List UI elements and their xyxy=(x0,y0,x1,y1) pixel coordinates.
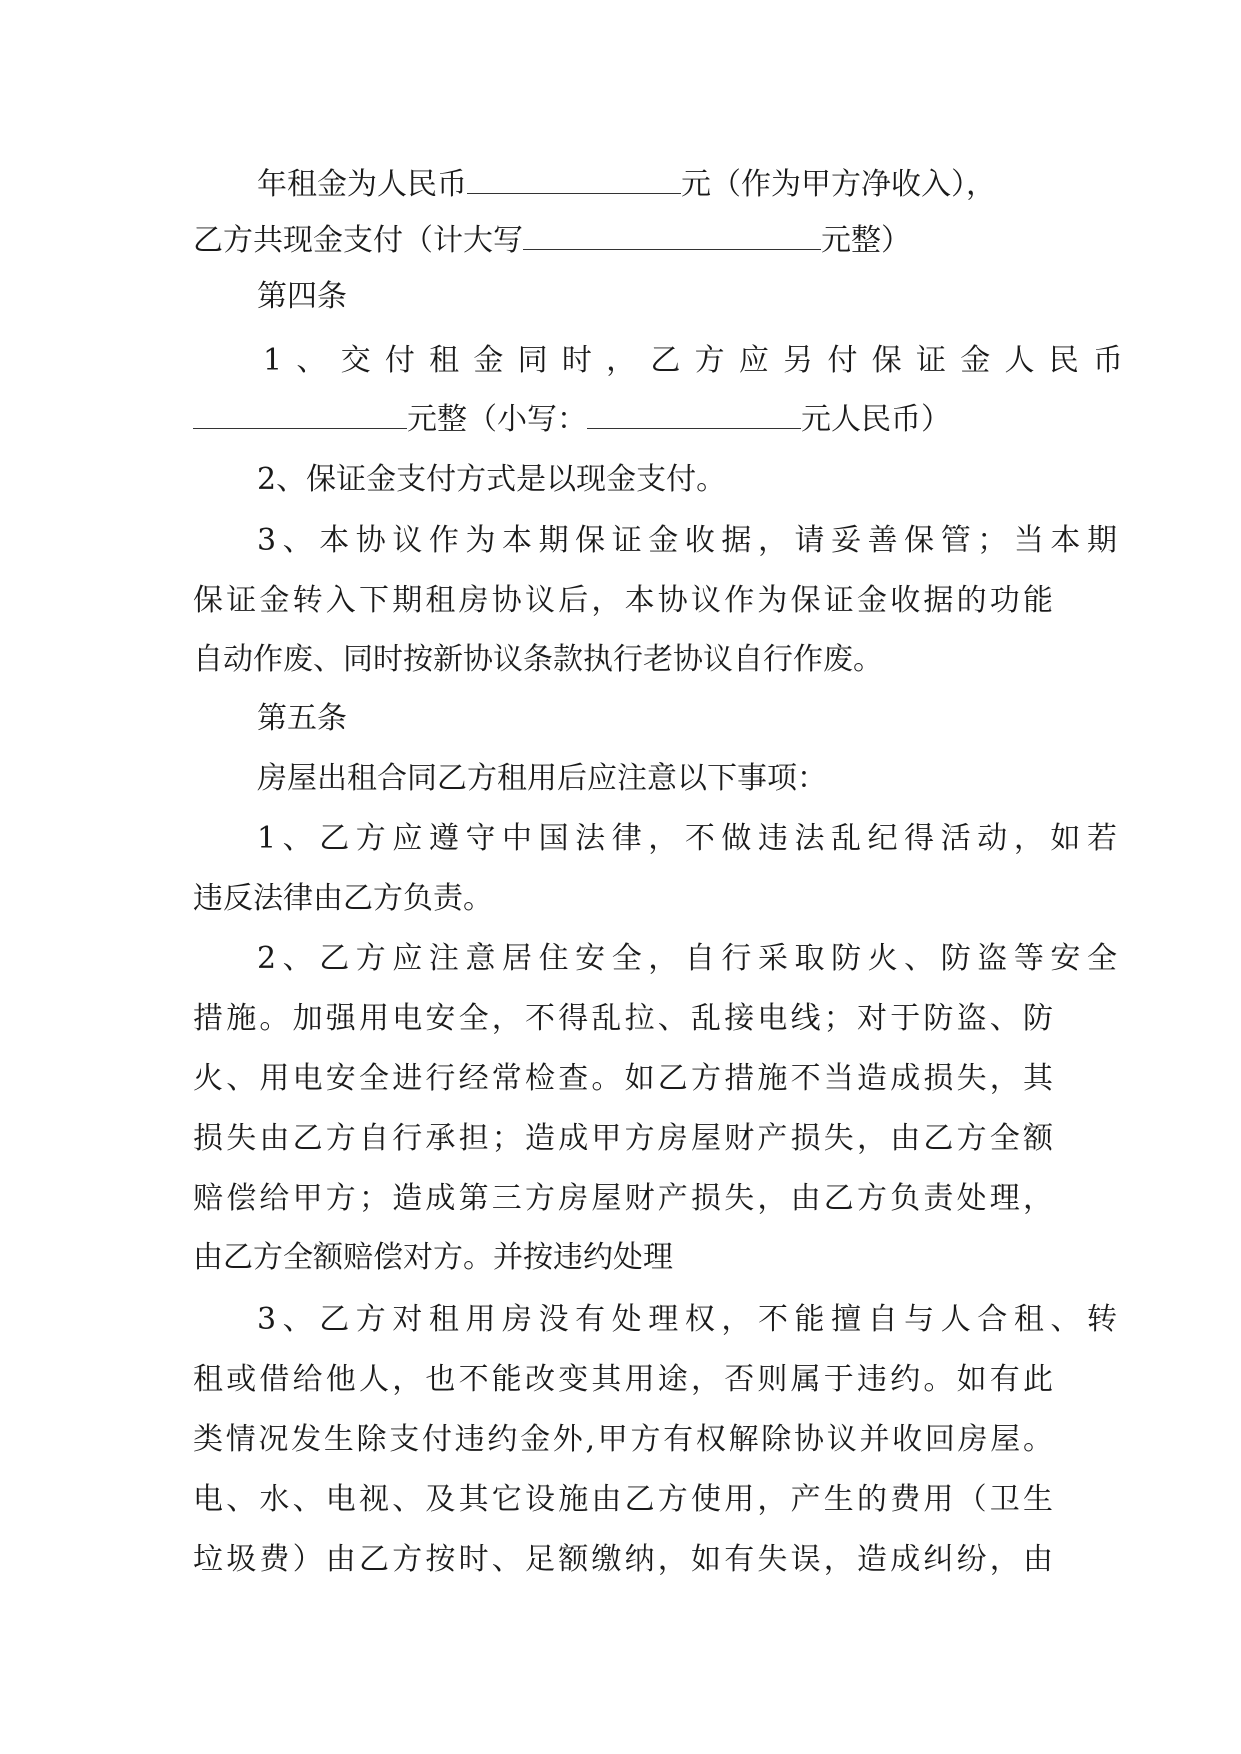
article-5-intro: 房屋出租合同乙方租用后应注意以下事项： xyxy=(257,761,827,796)
rent-capital-line xyxy=(193,219,1053,263)
rent-amount-line xyxy=(193,163,1117,207)
rent-amount-suffix: 元（作为甲方净收入）， xyxy=(681,167,996,202)
article-4-heading: 第四条 xyxy=(257,279,347,314)
rent-amount-blank xyxy=(467,163,681,194)
article-5-heading: 第五条 xyxy=(257,701,347,736)
rent-capital-label: 乙方共现金支付（计大写 xyxy=(193,223,523,258)
article-5-item-3-line-5: 垃圾费）由乙方按时、足额缴纳，如有失误，造成纠纷，由 xyxy=(193,1542,1053,1577)
article-4-item-2: 2、保证金支付方式是以现金支付。 xyxy=(257,462,727,497)
deposit-amount-line xyxy=(193,398,1053,442)
article-4-item-3-line-3: 自动作废、同时按新协议条款执行老协议自行作废。 xyxy=(193,642,883,677)
rent-amount-label: 年租金为人民币 xyxy=(257,167,467,202)
deposit-amount-label: 元整（小写： xyxy=(407,402,587,437)
rent-capital-suffix: 元整） xyxy=(821,223,911,258)
deposit-lowercase-blank xyxy=(587,398,801,429)
rent-capital-blank xyxy=(523,219,821,250)
article-4-item-1: 1、交付租金同时，乙方应另付保证金人民币 xyxy=(263,343,1123,378)
article-4-item-3-line-2: 保证金转入下期租房协议后，本协议作为保证金收据的功能 xyxy=(193,583,1053,618)
article-5-item-2-line-1: 2、乙方应注意居住安全，自行采取防火、防盗等安全 xyxy=(257,941,1117,976)
article-5-item-2-line-2: 措施。加强用电安全，不得乱拉、乱接电线；对于防盗、防 xyxy=(193,1001,1053,1036)
article-4-item-3-line-1: 3、本协议作为本期保证金收据，请妥善保管；当本期 xyxy=(257,523,1117,558)
deposit-amount-blank xyxy=(193,398,407,429)
article-5-item-2-line-4: 损失由乙方自行承担；造成甲方房屋财产损失，由乙方全额 xyxy=(193,1121,1053,1156)
article-5-item-1-line-2: 违反法律由乙方负责。 xyxy=(193,881,493,916)
deposit-amount-suffix: 元人民币） xyxy=(801,402,951,437)
article-5-item-3-line-4: 电、水、电视、及其它设施由乙方使用，产生的费用（卫生 xyxy=(193,1482,1053,1517)
article-5-item-3-line-2: 租或借给他人，也不能改变其用途，否则属于违约。如有此 xyxy=(193,1362,1053,1397)
article-5-item-2-line-5: 赔偿给甲方；造成第三方房屋财产损失，由乙方负责处理， xyxy=(193,1181,1053,1216)
article-5-item-3-line-1: 3、乙方对租用房没有处理权，不能擅自与人合租、转 xyxy=(257,1302,1117,1337)
article-5-item-3-line-3: 类情况发生除支付违约金外,甲方有权解除协议并收回房屋。 xyxy=(193,1422,1053,1457)
article-5-item-1-line-1: 1、乙方应遵守中国法律，不做违法乱纪得活动，如若 xyxy=(257,821,1117,856)
article-5-item-2-line-3: 火、用电安全进行经常检查。如乙方措施不当造成损失，其 xyxy=(193,1061,1053,1096)
article-5-item-2-line-6: 由乙方全额赔偿对方。并按违约处理 xyxy=(193,1240,673,1275)
